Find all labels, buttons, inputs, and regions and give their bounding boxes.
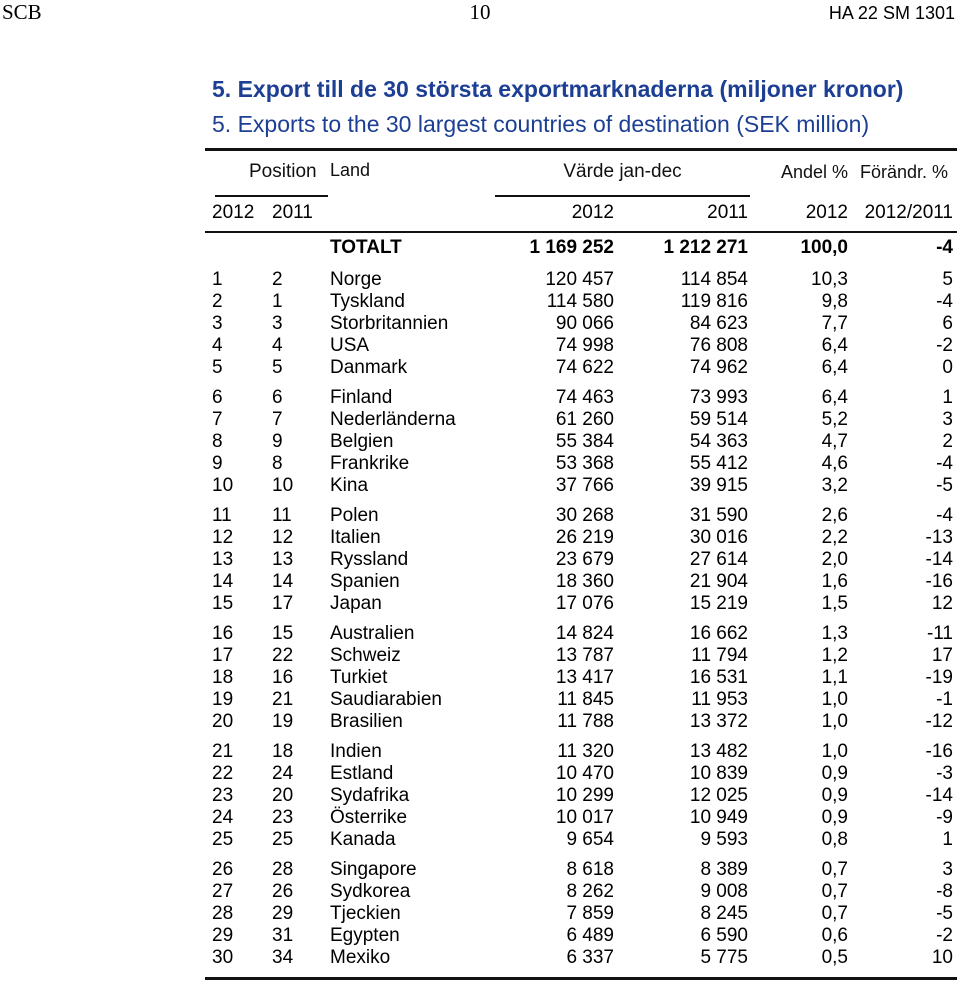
cell-change: 6 <box>942 313 953 334</box>
cell-position-2012: 30 <box>212 947 234 968</box>
cell-position-2012: 2 <box>212 291 223 312</box>
cell-country: Norge <box>330 269 382 290</box>
cell-value-2011: 39 915 <box>689 475 748 496</box>
cell-change: 2 <box>942 431 953 452</box>
cell-change: -1 <box>936 689 953 710</box>
cell-value-2011: 10 949 <box>689 807 748 828</box>
cell-change: 3 <box>942 859 953 880</box>
cell-value-2012: 6 489 <box>566 925 614 946</box>
table-bottom-rule <box>205 977 957 980</box>
cell-change: -5 <box>936 903 953 924</box>
cell-value-2011: 11 953 <box>691 689 748 710</box>
cell-value-2012: 55 384 <box>555 431 614 452</box>
cell-value-2012: 7 859 <box>566 903 614 924</box>
cell-change: -8 <box>936 881 953 902</box>
cell-change: -4 <box>936 505 953 526</box>
cell-country: Indien <box>330 741 382 762</box>
cell-share-2012: 6,4 <box>821 357 848 378</box>
cell-country: Italien <box>330 527 381 548</box>
cell-value-2012: 10 470 <box>555 763 614 784</box>
cell-share-2012: 1,5 <box>821 593 848 614</box>
table-top-rule <box>205 148 957 151</box>
cell-country: Nederländerna <box>330 409 456 430</box>
cell-position-2012: 7 <box>212 409 223 430</box>
cell-position-2012: 14 <box>212 571 234 592</box>
cell-value-2011: 13 372 <box>689 711 748 732</box>
cell-share-2012: 0,9 <box>821 785 848 806</box>
column-header-change: Förändr. % <box>860 162 949 182</box>
table-row <box>0 313 960 335</box>
table-row <box>0 711 960 733</box>
cell-share-2012: 2,0 <box>821 549 848 570</box>
cell-value-2012: 11 320 <box>557 741 614 762</box>
column-header-position: Position <box>249 161 317 182</box>
cell-position-2012: 11 <box>212 505 232 526</box>
cell-change: 1 <box>942 387 953 408</box>
cell-position-2012: 10 <box>212 475 234 496</box>
cell-position-2012: 12 <box>212 527 234 548</box>
cell-value-2011: 30 016 <box>689 527 748 548</box>
cell-country: Spanien <box>330 571 400 592</box>
cell-value-2012: 8 618 <box>566 859 614 880</box>
cell-position-2012: 8 <box>212 431 223 452</box>
cell-value-2011: 74 962 <box>689 357 748 378</box>
cell-value-2011: 16 662 <box>689 623 748 644</box>
cell-position-2011: 6 <box>272 387 283 408</box>
subheader-position-2011: 2011 <box>272 202 313 223</box>
cell-position-2011: 22 <box>272 645 294 666</box>
cell-change: -3 <box>936 763 953 784</box>
cell-position-2011: 25 <box>272 829 294 850</box>
cell-value-2012: 74 998 <box>555 335 614 356</box>
cell-value-2012: 120 457 <box>545 269 614 290</box>
cell-value-2011: 8 245 <box>700 903 748 924</box>
cell-position-2011: 10 <box>272 475 294 496</box>
cell-change: -9 <box>936 807 953 828</box>
cell-share-2012: 1,0 <box>821 689 848 710</box>
cell-value-2011: 59 514 <box>689 409 748 430</box>
cell-position-2011: 3 <box>272 313 283 334</box>
cell-country: Egypten <box>330 925 400 946</box>
table-row <box>0 667 960 689</box>
cell-position-2011: 19 <box>272 711 294 732</box>
cell-position-2012: 4 <box>212 335 223 356</box>
table-row <box>0 807 960 829</box>
table-row <box>0 269 960 291</box>
cell-share-2012: 2,2 <box>821 527 848 548</box>
cell-share-2012: 1,3 <box>821 623 848 644</box>
cell-value-2012: 18 360 <box>555 571 614 592</box>
cell-position-2012: 1 <box>212 269 223 290</box>
cell-share-2012: 0,6 <box>821 925 848 946</box>
cell-change: -5 <box>936 475 953 496</box>
subheader-value-2011: 2011 <box>707 202 748 223</box>
cell-share-2012: 1,2 <box>821 645 848 666</box>
publisher-name: SCB <box>2 0 42 24</box>
cell-value-2012: 90 066 <box>555 313 614 334</box>
table-row <box>0 431 960 453</box>
column-header-country: Land <box>330 160 371 180</box>
cell-value-2012: 30 268 <box>555 505 614 526</box>
table-row <box>0 741 960 763</box>
cell-position-2011: 23 <box>272 807 294 828</box>
cell-change: -16 <box>925 571 953 592</box>
cell-value-2012: 23 679 <box>555 549 614 570</box>
cell-value-2012: 13 417 <box>555 667 614 688</box>
cell-share-2012: 1,0 <box>821 711 848 732</box>
table-row <box>0 409 960 431</box>
cell-share-2012: 2,6 <box>821 505 848 526</box>
cell-value-2011: 119 816 <box>680 291 748 312</box>
cell-value-2011: 21 904 <box>689 571 748 592</box>
cell-country: Turkiet <box>330 667 388 688</box>
cell-value-2012: 11 845 <box>557 689 614 710</box>
cell-value-2011: 114 854 <box>680 269 748 290</box>
cell-country: Sydkorea <box>330 881 411 902</box>
value-header-rule <box>495 195 750 197</box>
cell-value-2012: 53 368 <box>555 453 614 474</box>
cell-position-2012: 15 <box>212 593 234 614</box>
cell-position-2011: 24 <box>272 763 294 784</box>
cell-position-2011: 12 <box>272 527 294 548</box>
cell-value-2012: 11 788 <box>557 711 614 732</box>
total-row <box>0 237 960 259</box>
cell-value-2011: 15 219 <box>689 593 748 614</box>
cell-country: Singapore <box>330 859 417 880</box>
cell-value-2012: 13 787 <box>555 645 614 666</box>
cell-value-2011: 11 794 <box>691 645 748 666</box>
cell-value-2012: 26 219 <box>555 527 614 548</box>
cell-country: USA <box>330 335 370 356</box>
cell-position-2012: 20 <box>212 711 234 732</box>
cell-value-2011: 9 593 <box>700 829 748 850</box>
cell-change: -14 <box>925 549 953 570</box>
cell-share-2012: 1,0 <box>821 741 848 762</box>
cell-position-2012: 26 <box>212 859 234 880</box>
cell-share-2012: 0,9 <box>821 763 848 784</box>
cell-position-2011: 5 <box>272 357 283 378</box>
cell-value-2011: 76 808 <box>689 335 748 356</box>
cell-position-2011: 21 <box>272 689 294 710</box>
cell-share-2012: 4,7 <box>821 431 848 452</box>
cell-change: -11 <box>926 623 953 644</box>
total-value-2012: 1 169 252 <box>529 237 614 258</box>
cell-change: 0 <box>942 357 953 378</box>
cell-value-2012: 9 654 <box>566 829 614 850</box>
cell-value-2012: 74 622 <box>555 357 614 378</box>
cell-change: -4 <box>936 291 953 312</box>
cell-value-2012: 10 299 <box>555 785 614 806</box>
column-header-value: Värde jan-dec <box>563 161 682 182</box>
cell-value-2011: 10 839 <box>689 763 748 784</box>
cell-share-2012: 0,5 <box>821 947 848 968</box>
table-row <box>0 549 960 571</box>
position-header-rule <box>215 195 328 197</box>
table-row <box>0 571 960 593</box>
cell-value-2011: 12 025 <box>689 785 748 806</box>
cell-country: Storbritannien <box>330 313 449 334</box>
cell-value-2012: 61 260 <box>555 409 614 430</box>
cell-position-2012: 19 <box>212 689 234 710</box>
cell-change: 1 <box>942 829 953 850</box>
table-row <box>0 623 960 645</box>
cell-share-2012: 1,1 <box>821 667 848 688</box>
cell-country: Polen <box>330 505 379 526</box>
cell-change: -2 <box>936 925 953 946</box>
table-row <box>0 453 960 475</box>
cell-value-2012: 37 766 <box>555 475 614 496</box>
cell-share-2012: 7,7 <box>821 313 848 334</box>
table-row <box>0 387 960 409</box>
cell-value-2011: 5 775 <box>700 947 748 968</box>
table-row <box>0 947 960 969</box>
cell-country: Tjeckien <box>330 903 401 924</box>
year-subheader-row <box>0 202 960 224</box>
cell-value-2011: 9 008 <box>700 881 748 902</box>
cell-share-2012: 9,8 <box>821 291 848 312</box>
subheader-change: 2012/2011 <box>864 202 953 223</box>
cell-share-2012: 0,9 <box>821 807 848 828</box>
cell-position-2012: 27 <box>212 881 234 902</box>
subheader-value-2012: 2012 <box>571 202 614 223</box>
cell-country: Schweiz <box>330 645 401 666</box>
cell-position-2012: 28 <box>212 903 234 924</box>
cell-country: Australien <box>330 623 415 644</box>
cell-position-2011: 20 <box>272 785 294 806</box>
cell-position-2011: 11 <box>272 505 292 526</box>
total-value-2011: 1 212 271 <box>663 237 748 258</box>
cell-position-2011: 9 <box>272 431 283 452</box>
subheader-position-2012: 2012 <box>212 202 255 223</box>
cell-country: Saudiarabien <box>330 689 442 710</box>
cell-share-2012: 6,4 <box>821 387 848 408</box>
page-number: 10 <box>469 0 491 24</box>
cell-value-2011: 55 412 <box>689 453 748 474</box>
header-bottom-rule <box>205 231 957 233</box>
cell-share-2012: 5,2 <box>821 409 848 430</box>
cell-position-2011: 8 <box>272 453 283 474</box>
table-title-swedish: 5. Export till de 30 största exportmarknaderna (miljoner kronor) <box>212 76 904 102</box>
cell-position-2011: 34 <box>272 947 294 968</box>
cell-position-2011: 15 <box>272 623 294 644</box>
cell-position-2012: 5 <box>212 357 223 378</box>
cell-value-2012: 8 262 <box>566 881 614 902</box>
cell-position-2011: 14 <box>272 571 294 592</box>
total-share-2012: 100,0 <box>800 237 848 258</box>
cell-change: -19 <box>925 667 953 688</box>
cell-change: 10 <box>931 947 953 968</box>
cell-share-2012: 6,4 <box>821 335 848 356</box>
cell-position-2011: 18 <box>272 741 294 762</box>
cell-change: -16 <box>925 741 953 762</box>
cell-value-2011: 16 531 <box>689 667 748 688</box>
cell-value-2011: 13 482 <box>689 741 748 762</box>
cell-value-2011: 73 993 <box>689 387 748 408</box>
total-change: -4 <box>936 237 953 258</box>
table-row <box>0 785 960 807</box>
cell-country: Danmark <box>330 357 408 378</box>
cell-value-2012: 14 824 <box>555 623 614 644</box>
cell-position-2011: 4 <box>272 335 283 356</box>
cell-country: Belgien <box>330 431 394 452</box>
cell-share-2012: 0,7 <box>821 881 848 902</box>
cell-position-2011: 1 <box>272 291 283 312</box>
report-code: HA 22 SM 1301 <box>828 3 955 23</box>
cell-country: Österrike <box>330 807 408 828</box>
cell-change: -12 <box>925 711 953 732</box>
cell-country: Kina <box>330 475 369 496</box>
cell-value-2011: 27 614 <box>689 549 748 570</box>
cell-position-2011: 29 <box>272 903 294 924</box>
cell-country: Sydafrika <box>330 785 410 806</box>
cell-position-2012: 9 <box>212 453 223 474</box>
cell-position-2011: 26 <box>272 881 294 902</box>
cell-country: Frankrike <box>330 453 410 474</box>
table-row <box>0 645 960 667</box>
table-row <box>0 763 960 785</box>
cell-value-2012: 10 017 <box>555 807 614 828</box>
cell-position-2011: 13 <box>272 549 294 570</box>
column-header-share: Andel % <box>780 162 848 182</box>
cell-share-2012: 1,6 <box>821 571 848 592</box>
cell-change: 5 <box>942 269 953 290</box>
cell-change: -2 <box>936 335 953 356</box>
cell-value-2011: 54 363 <box>689 431 748 452</box>
cell-value-2012: 114 580 <box>546 291 614 312</box>
cell-country: Estland <box>330 763 394 784</box>
cell-value-2011: 31 590 <box>689 505 748 526</box>
cell-position-2012: 16 <box>212 623 234 644</box>
cell-change: 12 <box>931 593 953 614</box>
table-row <box>0 689 960 711</box>
cell-change: 3 <box>942 409 953 430</box>
cell-position-2012: 23 <box>212 785 234 806</box>
table-row <box>0 357 960 379</box>
cell-position-2012: 3 <box>212 313 223 334</box>
subheader-share-2012: 2012 <box>805 202 848 223</box>
cell-position-2012: 6 <box>212 387 223 408</box>
cell-value-2012: 17 076 <box>555 593 614 614</box>
table-row <box>0 505 960 527</box>
cell-change: -13 <box>925 527 953 548</box>
cell-value-2011: 84 623 <box>689 313 748 334</box>
cell-position-2011: 2 <box>272 269 283 290</box>
cell-share-2012: 0,8 <box>821 829 848 850</box>
cell-position-2011: 17 <box>272 593 294 614</box>
cell-position-2012: 24 <box>212 807 234 828</box>
cell-country: Tyskland <box>330 291 405 312</box>
cell-share-2012: 3,2 <box>821 475 848 496</box>
cell-position-2012: 17 <box>212 645 234 666</box>
cell-change: 17 <box>931 645 953 666</box>
table-row <box>0 593 960 615</box>
table-row <box>0 859 960 881</box>
cell-position-2012: 25 <box>212 829 234 850</box>
cell-change: -4 <box>936 453 953 474</box>
cell-position-2011: 28 <box>272 859 294 880</box>
table-title-english: 5. Exports to the 30 largest countries of destination (SEK million) <box>212 111 870 137</box>
cell-country: Ryssland <box>330 549 409 570</box>
table-row <box>0 475 960 497</box>
cell-country: Mexiko <box>330 947 391 968</box>
cell-share-2012: 0,7 <box>821 903 848 924</box>
total-label: TOTALT <box>330 237 402 258</box>
table-row <box>0 291 960 313</box>
cell-position-2012: 22 <box>212 763 234 784</box>
cell-country: Japan <box>330 593 382 614</box>
table-row <box>0 903 960 925</box>
cell-position-2011: 7 <box>272 409 283 430</box>
table-row <box>0 881 960 903</box>
cell-value-2011: 6 590 <box>700 925 748 946</box>
cell-position-2012: 13 <box>212 549 234 570</box>
cell-position-2011: 31 <box>272 925 294 946</box>
cell-value-2011: 8 389 <box>700 859 748 880</box>
cell-value-2012: 6 337 <box>566 947 614 968</box>
cell-position-2012: 21 <box>212 741 234 762</box>
table-row <box>0 335 960 357</box>
table-row <box>0 925 960 947</box>
cell-value-2012: 74 463 <box>555 387 614 408</box>
cell-position-2011: 16 <box>272 667 294 688</box>
table-row <box>0 527 960 549</box>
cell-share-2012: 4,6 <box>821 453 848 474</box>
cell-change: -14 <box>925 785 953 806</box>
cell-position-2012: 18 <box>212 667 234 688</box>
cell-share-2012: 10,3 <box>811 269 848 290</box>
cell-country: Kanada <box>330 829 396 850</box>
cell-country: Finland <box>330 387 393 408</box>
cell-position-2012: 29 <box>212 925 234 946</box>
table-row <box>0 829 960 851</box>
cell-share-2012: 0,7 <box>821 859 848 880</box>
cell-country: Brasilien <box>330 711 403 732</box>
